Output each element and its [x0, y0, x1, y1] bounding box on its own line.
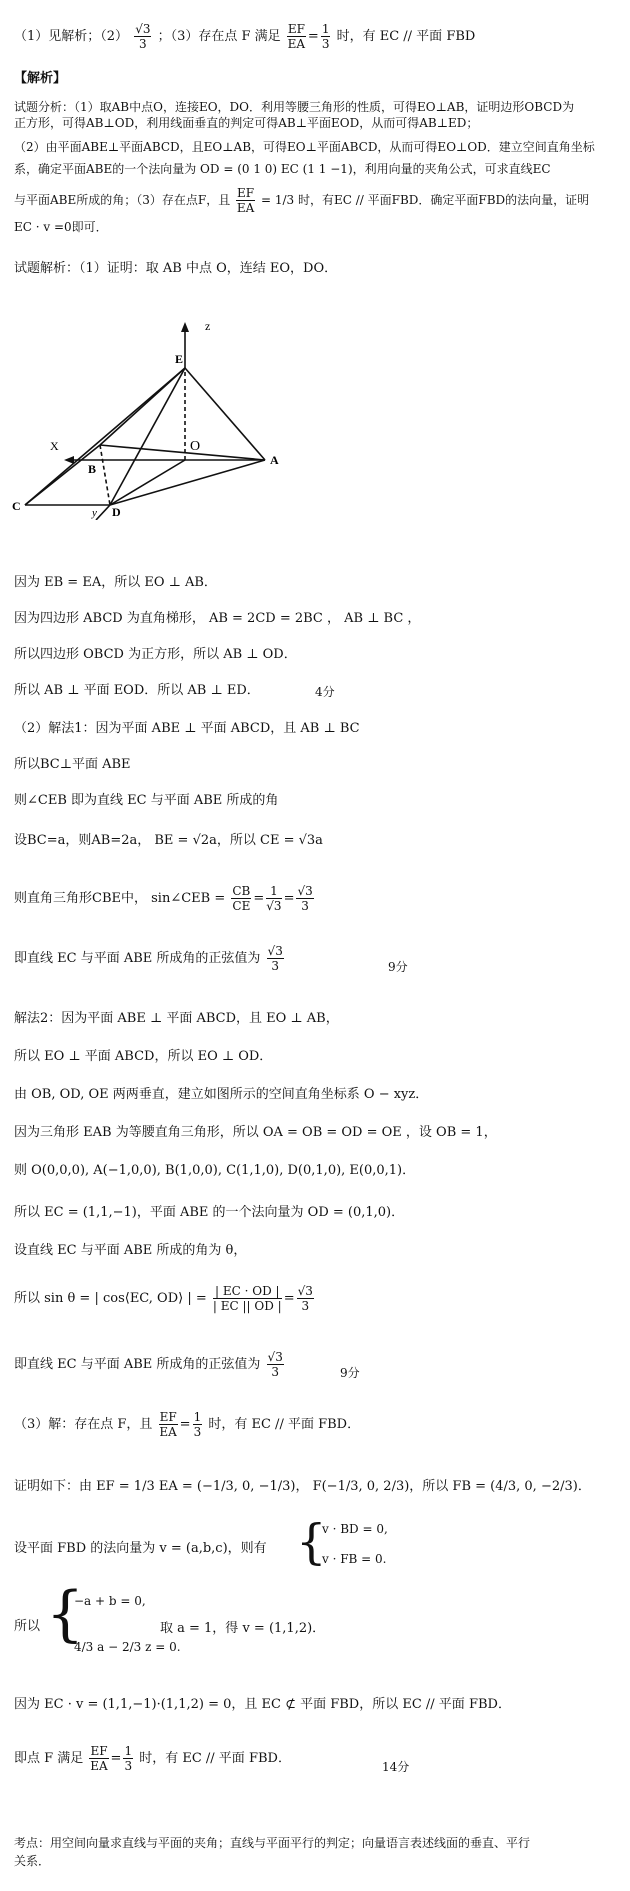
- solution-line-17: 所以 EC = (1,1,−1)，平面 ABE 的一个法向量为 OD = (0,1,0)．: [14, 1205, 405, 1220]
- label-x: X: [50, 439, 59, 453]
- solution-line-11: 即直线 EC 与平面 ABE 所成角的正弦值为 $\frac{√3}{3}$: [14, 944, 283, 973]
- solution-line-16: 则 O(0,0,0), A(−1,0,0), B(1,0,0), C(1,1,0), D(0,1,0), E(0,0,1)．: [14, 1163, 416, 1178]
- answer-part1: （1）见解析；（2）: [14, 29, 129, 44]
- edge-od: [110, 460, 185, 505]
- analysis-line-2: 正方形，可得AB⊥OD，利用线面垂直的判定可得AB⊥平面EOD，从而可得AB⊥ED；: [14, 116, 479, 130]
- solution-line-13: 所以 EO ⊥ 平面 ABCD，所以 EO ⊥ OD．: [14, 1049, 273, 1064]
- solution-line-14: 由 OB, OD, OE 两两垂直，建立如图所示的空间直角坐标系 O − xyz．: [14, 1087, 429, 1102]
- analysis-ef-ea-fraction: $\frac{EF}{EA}$: [236, 186, 255, 215]
- solution-line-7: 所以BC⊥平面 ABE: [14, 757, 131, 772]
- edge-da: [110, 460, 265, 505]
- answer-line: （1）见解析；（2） $\frac{√3}{3}$ ；（3）存在点 F 满足 $\frac{EF}{EA}$ = $\frac{1}{3}$ 时，有 EC // 平面 FBD: [14, 22, 476, 51]
- z-arrow-icon: [181, 322, 189, 332]
- system1-row2: v · FB = 0.: [322, 1552, 387, 1566]
- solution-line-20: 即直线 EC 与平面 ABE 所成角的正弦值为 $\frac{√3}{3}$: [14, 1350, 283, 1379]
- answer-part3: ；（3）存在点 F 满足: [157, 29, 281, 44]
- answer-one-third-fraction: $\frac{1}{3}$: [321, 22, 330, 51]
- score-9a: 9分: [388, 960, 408, 974]
- brace-1: {: [296, 1514, 327, 1570]
- score-4: 4分: [315, 685, 335, 699]
- system1-row1: v · BD = 0,: [322, 1522, 388, 1536]
- solution-line-26: 即点 F 满足 $\frac{EF}{EA}$ = $\frac{1}{3}$ 时，有 EC // 平面 FBD．: [14, 1744, 291, 1773]
- label-c: C: [12, 499, 21, 513]
- label-a: A: [270, 453, 279, 467]
- system2-row2: 4/3 a − 2/3 z = 0.: [74, 1640, 181, 1654]
- solution-line-1: 试题解析：（1）证明：取 AB 中点 O，连结 EO，DO．: [14, 261, 338, 276]
- score-9b: 9分: [340, 1366, 360, 1380]
- solution-line-21: （3）解：存在点 F，且 $\frac{EF}{EA}$ = $\frac{1}{3}$ 时，有 EC // 平面 FBD．: [14, 1410, 361, 1439]
- score-14: 14分: [382, 1760, 410, 1774]
- solution-line-3: 因为四边形 ABCD 为直角梯形， AB = 2CD = 2BC ， AB ⊥ BC ，: [14, 611, 421, 626]
- edge-eb: [100, 368, 185, 445]
- x-arrow-icon: [64, 456, 74, 464]
- solution-line-9: 设BC=a，则AB=2a， BE = √2a，所以 CE = √3a: [14, 833, 323, 848]
- system2-conclusion: 取 a = 1，得 v = (1,1,2)．: [160, 1621, 326, 1636]
- label-e: E: [175, 352, 184, 366]
- edge-ec: [25, 368, 185, 505]
- solution-line-2: 因为 EB = EA，所以 EO ⊥ AB．: [14, 575, 217, 590]
- geometry-figure: [0, 320, 300, 520]
- solution-line-5: 所以 AB ⊥ 平面 EOD．所以 AB ⊥ ED．: [14, 683, 260, 698]
- solution-line-25: 因为 EC · v = (1,1,−1)·(1,1,2) = 0，且 EC ⊄ 平面 FBD，所以 EC // 平面 FBD．: [14, 1697, 511, 1712]
- answer-sqrt3-fraction: $\frac{√3}{3}$: [135, 22, 151, 51]
- label-b: B: [88, 462, 97, 476]
- label-z: z: [205, 320, 211, 333]
- analysis-line-5: 与平面ABE所成的角；（3）存在点F，且 $\frac{EF}{EA}$ = 1/3 时，有EC // 平面FBD．确定平面FBD的法向量，证明: [14, 186, 590, 215]
- edge-ba: [100, 445, 265, 460]
- y-axis: [96, 505, 110, 520]
- jiexi-heading: 【解析】: [14, 71, 67, 86]
- solution-line-6: （2）解法1：因为平面 ABE ⊥ 平面 ABCD，且 AB ⊥ BC: [14, 721, 360, 736]
- analysis-line-6: EC · v =0即可．: [14, 220, 108, 234]
- analysis-line-1: 试题分析：（1）取AB中点O，连接EO，DO．利用等腰三角形的性质，可得EO⊥AB，证明边形OBCD为: [14, 100, 575, 114]
- analysis-line-3: （2）由平面ABE⊥平面ABCD，且EO⊥AB，可得EO⊥平面ABCD，从而可得EO⊥OD．建立空间直角坐标: [14, 140, 595, 154]
- label-d: D: [112, 505, 121, 519]
- label-y: y: [92, 507, 97, 519]
- solution-line-8: 则∠CEB 即为直线 EC 与平面 ABE 所成的角: [14, 793, 279, 808]
- edge-bd: [100, 445, 110, 505]
- solution-line-18: 设直线 EC 与平面 ABE 所成的角为 θ，: [14, 1243, 247, 1258]
- solution-line-10: 则直角三角形CBE中， sin∠CEB = $\frac{CB}{CE}$ = $\frac{1}{√3}$ = $\frac{√3}{3}$: [14, 884, 313, 913]
- system2-row1: −a + b = 0,: [74, 1594, 146, 1608]
- solution-line-22: 证明如下：由 EF = 1/3 EA = (−1/3, 0, −1/3)， F(−1/3, 0, 2/3)，所以 FB = (4/3, 0, −2/3)．: [14, 1479, 591, 1494]
- analysis-line-4: 系，确定平面ABE的一个法向量为 OD = (0 1 0) EC (1 1 −1)，利用向量的夹角公式，可求直线EC: [14, 162, 551, 176]
- kaodian-line-1: 考点：用空间向量求直线与平面的夹角；直线与平面平行的判定；向量语言表述线面的垂直、平行: [14, 1836, 531, 1850]
- solution-line-12: 解法2：因为平面 ABE ⊥ 平面 ABCD，且 EO ⊥ AB，: [14, 1011, 339, 1026]
- answer-part3b: 时，有 EC // 平面 FBD: [336, 29, 476, 44]
- solution-line-15: 因为三角形 EAB 为等腰直角三角形，所以 OA = OB = OD = OE ，设 OB = 1，: [14, 1125, 497, 1140]
- kaodian-line-2: 关系．: [14, 1854, 51, 1868]
- solution-line-19: 所以 sin θ = | cos⟨EC, OD⟩ | = $\frac{| EC \cdot OD |}{| EC || OD |}$ = $\frac{√3}{3}$: [14, 1284, 313, 1313]
- solution-line-23: 设平面 FBD 的法向量为 v = (a,b,c)，则有: [14, 1541, 267, 1556]
- brace-2: {: [46, 1579, 85, 1649]
- solution-line-24: 所以: [14, 1619, 41, 1634]
- edge-ed: [110, 368, 185, 505]
- answer-ef-ea-fraction: $\frac{EF}{EA}$: [287, 22, 306, 51]
- label-o: O: [190, 439, 201, 454]
- solution-line-4: 所以四边形 OBCD 为正方形，所以 AB ⊥ OD．: [14, 647, 297, 662]
